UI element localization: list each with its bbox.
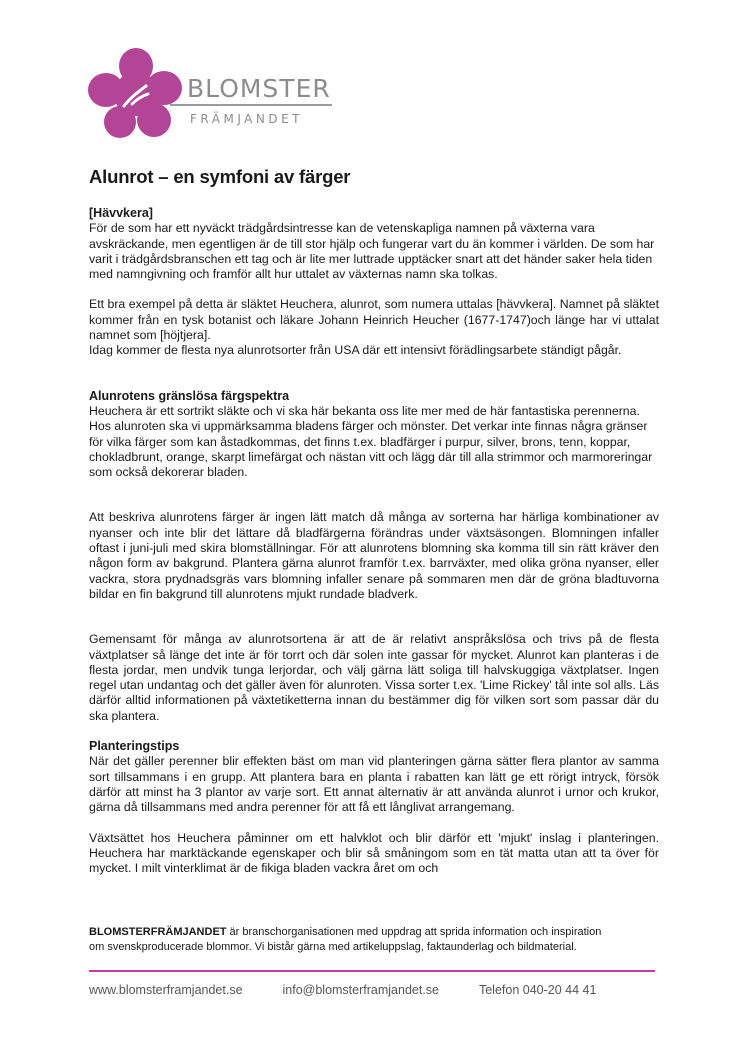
article-title: Alunrot – en symfoni av färger bbox=[89, 166, 351, 187]
brand-name: BLOMSTER bbox=[187, 74, 331, 103]
paragraph-4: Heuchera är ett sortrikt släkte och vi ska här bekanta oss lite mer med de här fantastiska perennerna. Hos alunroten ska vi uppmärksamma bladens färger och mönster. Det verkar inte finnas några gränser för vilka färger som kan åstadkommas, det finns t.ex. bladfärger i purpur, silver, brons, tenn, koppar, chokladbrunt, orange, skarpt limefärgat och nästan vitt och lägg där till alla strimmor och marmoreringar som också dekorerar bladen. bbox=[89, 403, 653, 480]
pronunciation-heading: [Hävvkera] bbox=[89, 206, 153, 220]
logo bbox=[84, 38, 344, 138]
paragraph-8: Växtsättet hos Heuchera påminner om ett halvklot och blir därför ett 'mjukt' inslag i planteringen. Heuchera har marktäckande egenskaper och blir så småningom som en tät matta utan att ta över för mycket. I milt vinterklimat är de fikiga bladen vackra året om och bbox=[89, 830, 659, 876]
paragraph-7: När det gäller perenner blir effekten bäst om man vid planteringen gärna sätter flera plantor av samma sort tillsammans i en grupp. Att plantera bara en planta i rabatten kan lätt ge ett rörigt intryck, försök därför att minst ha 3 plantor av varje sort. Ett annat alternativ är att använda alunrot i urnor och krukor, gärna då tillsammans med andra perenner för att få ett långlivat arrangemang. bbox=[89, 754, 659, 815]
paragraph-1: För de som har ett nyväckt trädgårdsintresse kan de vetenskapliga namnen på växterna vara avskräckande, men egentligen är de till stor hjälp och fungerar vart du än kommer i världen. De som har varit i trädgårdsbranschen ett tag och är lite mer luttrade upptäcker snart att det händer saker hela tiden med namngivning och framför allt hur uttalet av växternas namn ska tolkas. bbox=[89, 221, 655, 282]
brand-subtitle: FRÄMJANDET bbox=[190, 112, 303, 126]
paragraph-3: Idag kommer de flesta nya alunrotsorter från USA där ett intensivt förädlingsarbete ständigt pågår. bbox=[89, 343, 622, 358]
flower-logo-icon bbox=[84, 46, 184, 142]
article bbox=[89, 165, 659, 876]
brand-divider bbox=[170, 104, 332, 106]
footer-divider bbox=[89, 970, 655, 972]
footer-email-link[interactable]: info@blomsterframjandet.se bbox=[282, 983, 440, 997]
footer-phone: Telefon 040-20 44 41 bbox=[478, 983, 597, 997]
organization-note-line-2: om svenskproducerade blommor. Vi bistår gärna med artikeluppslag, faktaunderlag och bildmaterial. bbox=[89, 941, 577, 953]
footer-website-link[interactable]: www.blomsterframjandet.se bbox=[89, 983, 243, 997]
section-heading-planting: Planteringstips bbox=[89, 739, 180, 754]
footer bbox=[89, 983, 596, 997]
section-heading-colors: Alunrotens gränslösa färgspektra bbox=[89, 388, 290, 403]
paragraph-2: Ett bra exempel på detta är släktet Heuchera, alunrot, som numera uttalas [hävvkera]. Namnet på släktet kommer från en tysk botanist och läkare Johann Heinrich Heucher (1677-1747)och länge har vi uttalat namnet som [höjtjera]. bbox=[89, 297, 659, 343]
paragraph-6: Gemensamt för många av alunrotsortena är att de är relativt anspråkslösa och trivs på de flesta växtplatser så länge det inte är för torrt och där solen inte gassar för mycket. Alunrot kan planteras i de flesta jordar, men undvik tunga lerjordar, och välj gärna lätt soliga till halvskuggiga växtplatser. Ingen regel utan undantag och det gäller även för alunroten. Vissa sorter t.ex. 'Lime Rickey' tål inte sol alls. Läs därför alltid informationen på växtetiketterna innan du bestämmer dig för vilken sort som passar där du ska plantera. bbox=[89, 632, 659, 723]
paragraph-5: Att beskriva alunrotens färger är ingen lätt match då många av sorterna har härliga kombinationer av nyanser och inte blir det lättare då bladfärgerna förändras under växtsäsongen. Blomningen infaller oftast i juni-juli med skira blomställningar. För att alunrotens blomning ska komma till sin rätt kräver den någon form av bakgrund. Plantera gärna alunrot framför t.ex. barrväxter, med olika gröna nyanser, eller vackra, stora prydnadsgräs vars blomning infaller senare på sommaren men där de gröna bladtuvorna bildar en fin bakgrund till alunrotens mjukt rundade bladverk. bbox=[89, 510, 659, 601]
organization-note-line-1: är branschorganisationen med uppdrag att sprida information och inspiration bbox=[226, 926, 602, 938]
organization-note bbox=[89, 925, 659, 955]
organization-name: BLOMSTERFRÄMJANDET bbox=[89, 926, 227, 938]
